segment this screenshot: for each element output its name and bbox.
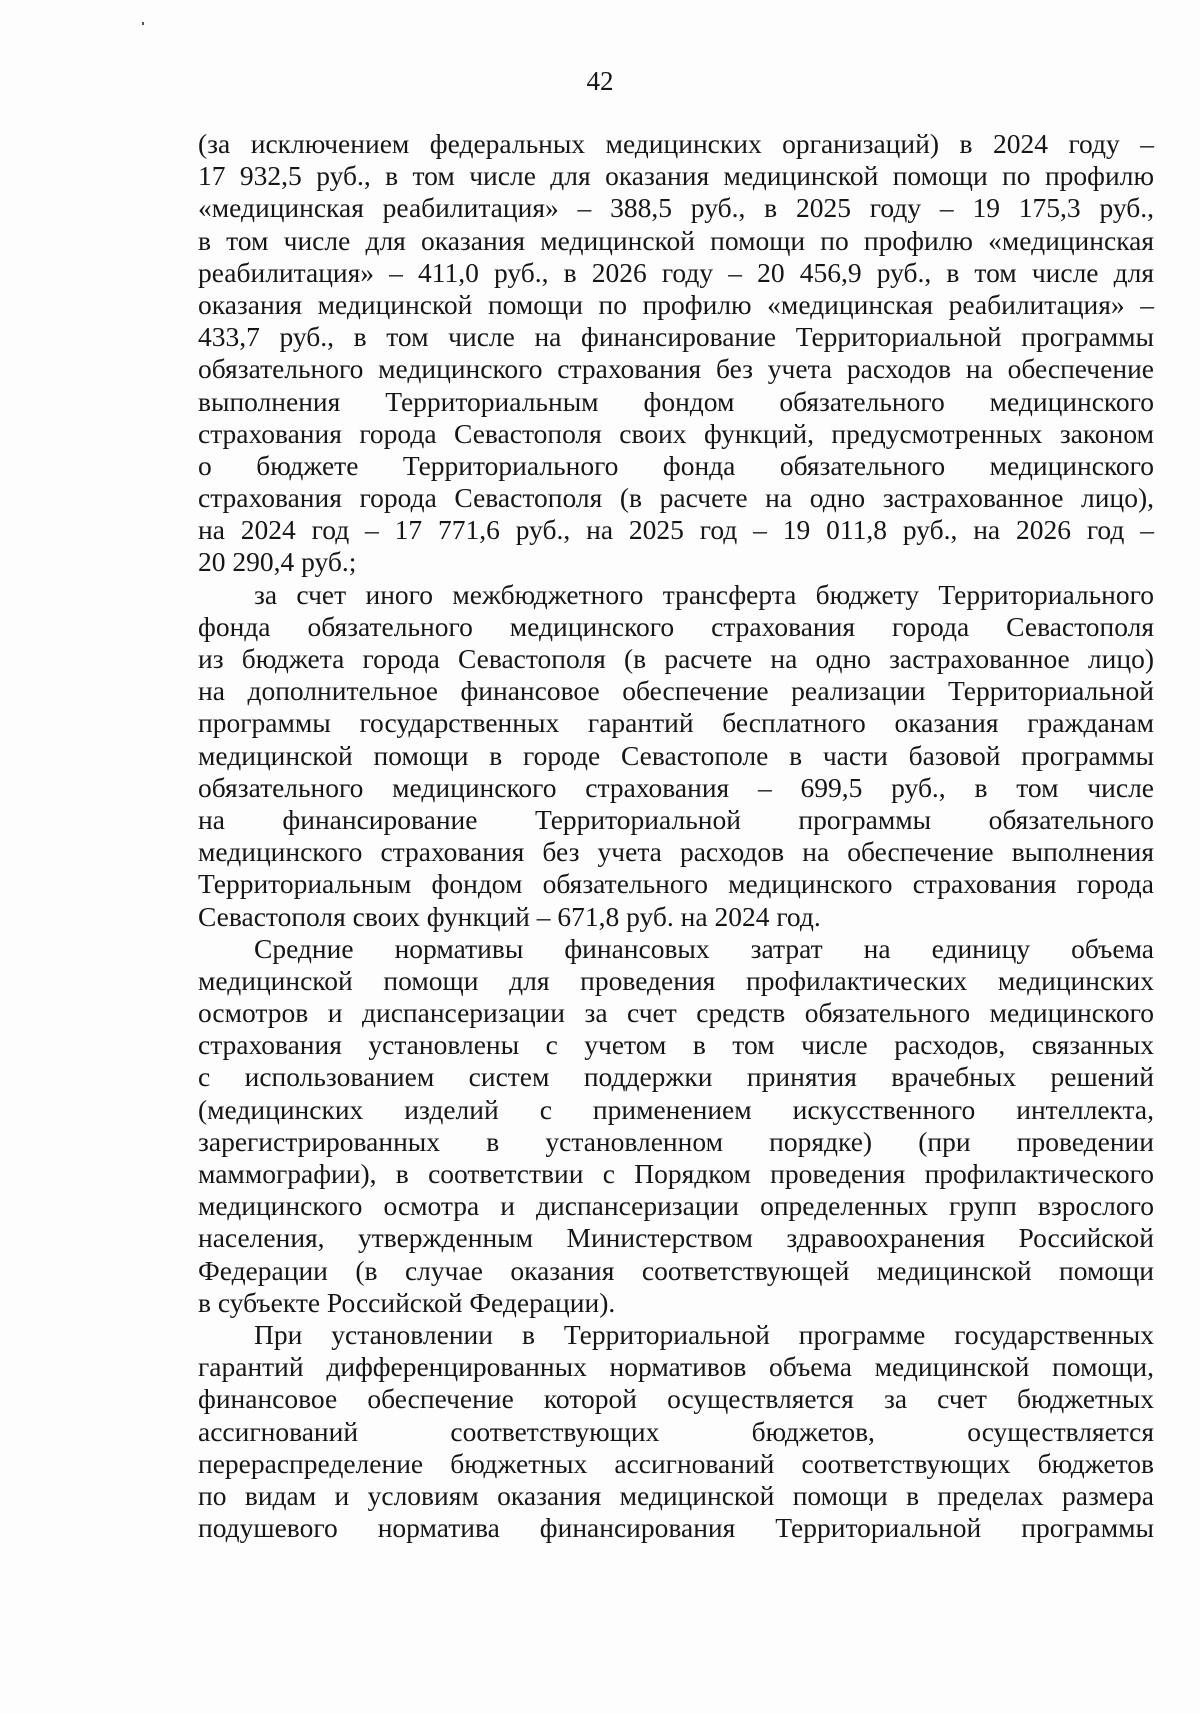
text-line: (за исключением федеральных медицинских организаций) в 2024 году – (198, 128, 1154, 159)
text-line: в том числе для оказания медицинской помощи по профилю «медицинская (198, 224, 1154, 256)
text-line: Федерации (в случае оказания соответствующей медицинской помощи (198, 1254, 1154, 1286)
text-line: 433,7 руб., в том числе на финансирование Территориальной программы (198, 321, 1154, 353)
text-line: фонда обязательного медицинского страхования города Севастополя (198, 610, 1154, 642)
paragraph (198, 579, 1154, 933)
text-line: (медицинских изделий с применением искусственного интеллекта, (198, 1093, 1154, 1125)
text-line: подушевого норматива финансирования Территориальной программы (198, 1512, 1154, 1544)
text-line: осмотров и диспансеризации за счет средств обязательного медицинского (198, 997, 1154, 1029)
document-body (198, 128, 1154, 1544)
text-line: При установлении в Территориальной программе государственных (254, 1318, 1154, 1350)
text-line: обязательного медицинского страхования без учета расходов на обеспечение (198, 353, 1154, 385)
text-line: обязательного медицинского страхования – 699,5 руб., в том числе (198, 771, 1154, 803)
text-line: на дополнительное финансовое обеспечение реализации Территориальной (198, 675, 1154, 707)
text-line: Севастополя своих функций – 671,8 руб. на 2024 год. (198, 900, 821, 932)
text-line: на 2024 год – 17 771,6 руб., на 2025 год – 19 011,8 руб., на 2026 год – (198, 514, 1154, 546)
text-line: 17 932,5 руб., в том числе для оказания медицинской помощи по профилю (198, 160, 1154, 192)
text-line: на финансирование Территориальной программы обязательного (198, 803, 1154, 835)
text-line: медицинской помощи для проведения профилактических медицинских (198, 964, 1154, 996)
text-line: страхования города Севастополя (в расчете на одно застрахованное лицо), (198, 482, 1154, 514)
text-line: страхования города Севастополя своих функций, предусмотренных законом (198, 417, 1154, 449)
text-line: маммографии), в соответствии с Порядком проведения профилактического (198, 1158, 1154, 1189)
text-line: населения, утвержденным Министерством здравоохранения Российской (198, 1222, 1154, 1254)
text-line: перераспределение бюджетных ассигнований соответствующих бюджетов (198, 1447, 1154, 1479)
text-line: с использованием систем поддержки принятия врачебных решений (198, 1061, 1154, 1093)
text-line: ассигнований соответствующих бюджетов, осуществляется (198, 1415, 1154, 1447)
text-line: оказания медицинской помощи по профилю «медицинская реабилитация» – (198, 288, 1154, 320)
text-line: гарантий дифференцированных нормативов объема медицинской помощи, (198, 1351, 1154, 1383)
scan-speck (142, 22, 144, 25)
text-line: медицинского страхования без учета расходов на обеспечение выполнения (198, 836, 1154, 868)
text-line: 20 290,4 руб.; (198, 546, 357, 578)
paragraph (198, 1319, 1154, 1544)
text-line: выполнения Территориальным фондом обязательного медицинского (198, 385, 1154, 417)
text-line: зарегистрированных в установленном порядке) (при проведении (198, 1125, 1154, 1157)
text-line: Средние нормативы финансовых затрат на единицу объема (254, 932, 1154, 964)
text-line: реабилитация» – 411,0 руб., в 2026 году – 20 456,9 руб., в том числе для (198, 256, 1154, 288)
text-line: в субъекте Российской Федерации). (198, 1286, 616, 1318)
paragraph (198, 933, 1154, 1319)
text-line: по видам и условиям оказания медицинской помощи в пределах размера (198, 1479, 1154, 1511)
text-line: медицинского осмотра и диспансеризации определенных групп взрослого (198, 1190, 1154, 1222)
text-line: медицинской помощи в городе Севастополе в части базовой программы (198, 739, 1154, 771)
text-line: Территориальным фондом обязательного медицинского страхования города (198, 868, 1154, 900)
page-number: 42 (586, 66, 614, 96)
text-line: программы государственных гарантий бесплатного оказания гражданам (198, 707, 1154, 739)
text-line: «медицинская реабилитация» – 388,5 руб., в 2025 году – 19 175,3 руб., (198, 192, 1154, 224)
paragraph (198, 128, 1154, 579)
text-line: из бюджета города Севастополя (в расчете на одно застрахованное лицо) (198, 643, 1154, 674)
text-line: за счет иного межбюджетного трансферта бюджету Территориального (254, 578, 1154, 610)
text-line: о бюджете Территориального фонда обязательного медицинского (198, 449, 1154, 481)
text-line: страхования установлены с учетом в том числе расходов, связанных (198, 1029, 1154, 1061)
text-line: финансовое обеспечение которой осуществляется за счет бюджетных (198, 1383, 1154, 1415)
